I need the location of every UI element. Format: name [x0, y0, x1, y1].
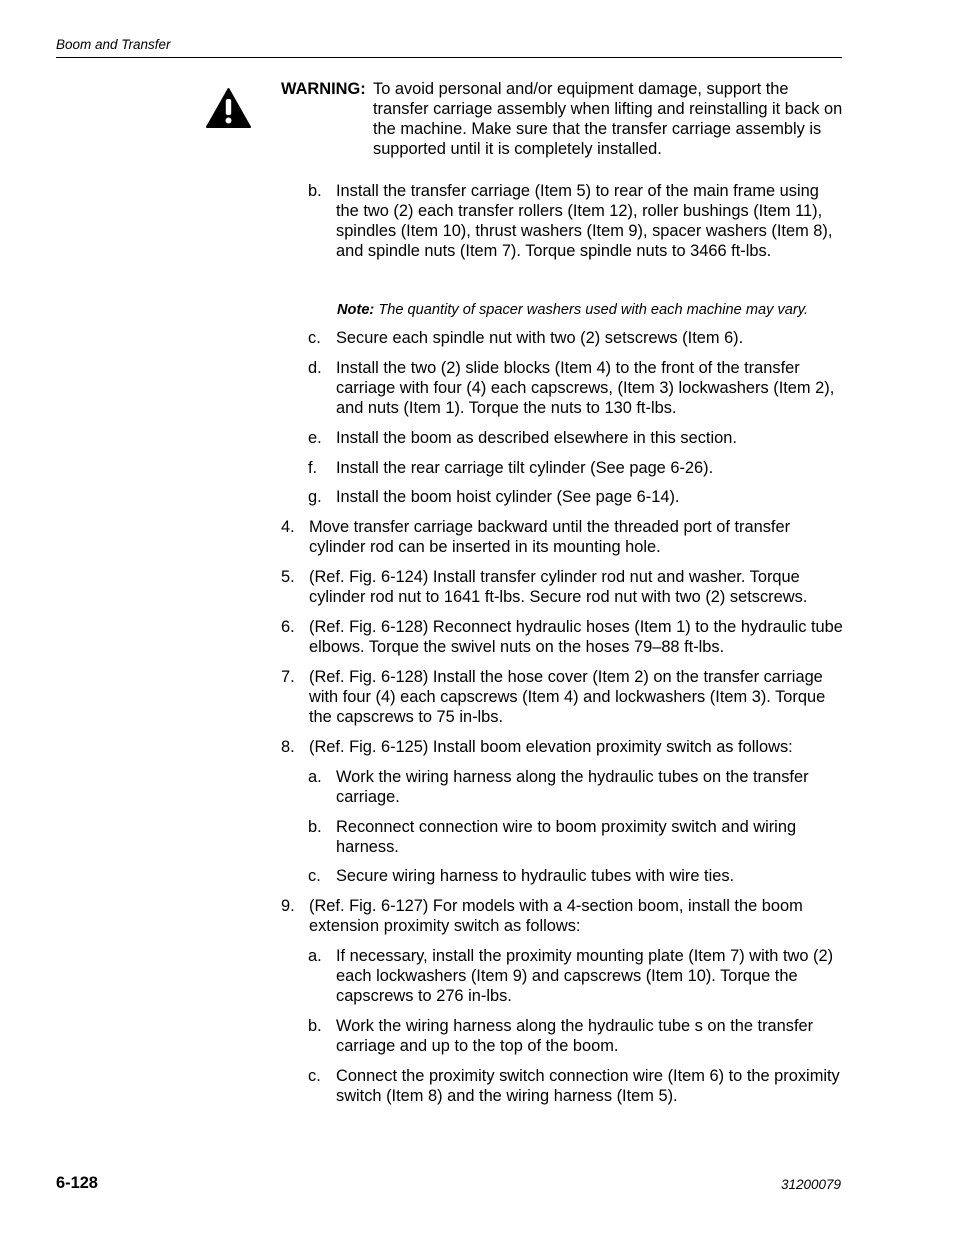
step-marker: a.: [308, 947, 322, 965]
step-marker: d.: [308, 359, 322, 377]
note: [337, 300, 843, 320]
step-text: Install the boom as described elsewhere in this section.: [336, 429, 737, 447]
note-text: The quantity of spacer washers used with each machine may vary.: [378, 302, 808, 318]
step-text: Reconnect connection wire to boom proximity switch and wiring harness.: [336, 818, 797, 856]
warning-text: To avoid personal and/or equipment damage, support the transfer carriage assembly when lifting and reinstalling it back on the machine. Make sure that the transfer carriage assembly is supported until it is completely installed.: [373, 80, 843, 158]
step-text: Work the wiring harness along the hydraulic tubes on the transfer carriage.: [336, 768, 809, 806]
step-text: (Ref. Fig. 6-124) Install transfer cylinder rod nut and washer. Torque cylinder rod nut to 1641 ft-lbs. Secure rod nut with two (2) setscrews.: [309, 568, 808, 606]
step-text: Install the boom hoist cylinder (See page 6-14).: [336, 488, 680, 506]
step-marker: b.: [308, 818, 322, 836]
step-text: Connect the proximity switch connection wire (Item 6) to the proximity switch (Item 8) and the wiring harness (Item 5).: [336, 1067, 840, 1105]
document-number: 31200079: [781, 1177, 842, 1192]
step-marker: c.: [308, 1067, 321, 1085]
step-marker: f.: [308, 459, 318, 477]
step-text: Secure wiring harness to hydraulic tubes with wire ties.: [336, 867, 735, 885]
step-marker: 5.: [281, 568, 295, 586]
header-rule: [56, 57, 842, 58]
step-marker: a.: [308, 768, 322, 786]
step-marker: c.: [308, 867, 321, 885]
step-marker: g.: [308, 488, 322, 506]
step-marker: 9.: [281, 897, 295, 915]
step-text: Install the two (2) slide blocks (Item 4) to the front of the transfer carriage with four (4) each capscrews, (Item 3) lockwashers (Item 2), and nuts (Item 1). Torque the nuts to 130 ft-lbs.: [336, 359, 835, 417]
step-text: Move transfer carriage backward until the threaded port of transfer cylinder rod can be inserted in its mounting hole.: [309, 518, 791, 556]
step-marker: 8.: [281, 738, 295, 756]
step-text: Secure each spindle nut with two (2) setscrews (Item 6).: [336, 329, 744, 347]
step-text: Work the wiring harness along the hydraulic tube s on the transfer carriage and up to the top of the boom.: [336, 1017, 814, 1055]
step-text: (Ref. Fig. 6-128) Reconnect hydraulic hoses (Item 1) to the hydraulic tube elbows. Torque the swivel nuts on the hoses 79–88 ft-lbs.: [309, 618, 843, 656]
step-marker: 7.: [281, 668, 295, 686]
step-text: Install the rear carriage tilt cylinder (See page 6-26).: [336, 459, 714, 477]
warning-triangle-icon: [205, 87, 252, 129]
step-marker: c.: [308, 329, 321, 347]
step-text: (Ref. Fig. 6-128) Install the hose cover (Item 2) on the transfer carriage with four (4) each capscrews (Item 4) and lockwashers (Item 3). Torque the capscrews to 75 in-lbs.: [309, 668, 826, 726]
step-marker: b.: [308, 1017, 322, 1035]
step-marker: e.: [308, 429, 322, 447]
header-title: Boom and Transfer: [56, 37, 171, 52]
step-marker: 6.: [281, 618, 295, 636]
note-label: Note:: [337, 302, 375, 318]
step-text: (Ref. Fig. 6-127) For models with a 4-section boom, install the boom extension proximity switch as follows:: [309, 897, 803, 935]
step-text: If necessary, install the proximity mounting plate (Item 7) with two (2) each lockwashers (Item 9) and capscrews (Item 10). Torque the capscrews to 276 in-lbs.: [336, 947, 834, 1005]
step-text: (Ref. Fig. 6-125) Install boom elevation proximity switch as follows:: [309, 738, 793, 756]
step-marker: b.: [308, 182, 322, 200]
page-number: 6-128: [56, 1174, 98, 1192]
step-text: Install the transfer carriage (Item 5) to rear of the main frame using the two (2) each transfer rollers (Item 12), roller bushings (Item 11), spindles (Item 10), thrust washers (Item 9), spacer washers (Item 8), and spindle nuts (Item 7). Torque spindle nuts to 3466 ft-lbs.: [336, 182, 833, 260]
step-marker: 4.: [281, 518, 295, 536]
warning-label: WARNING:: [281, 80, 366, 98]
